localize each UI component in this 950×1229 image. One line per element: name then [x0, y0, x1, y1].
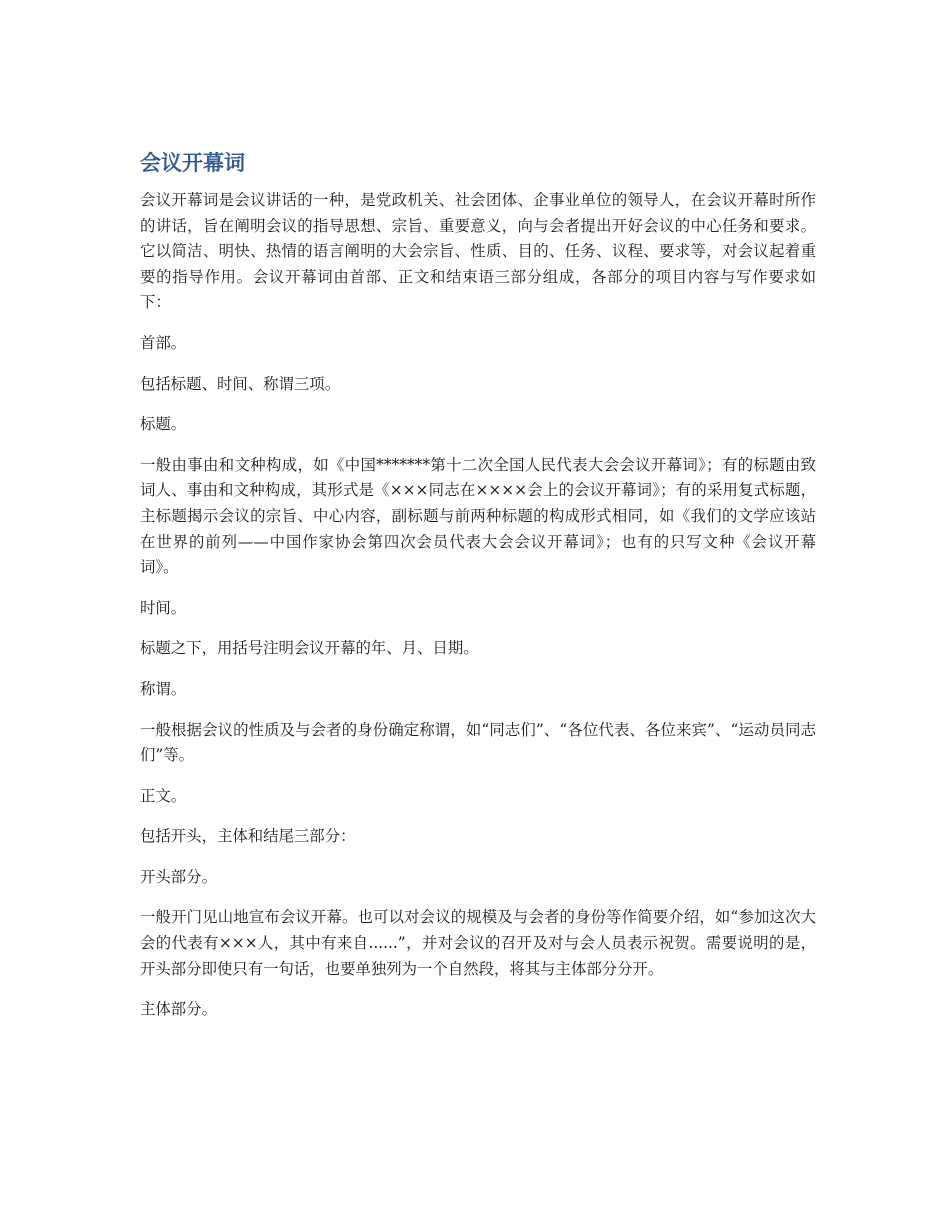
section-heading-opening-part: 开头部分。 [140, 867, 217, 886]
document-title: 会议开幕词 [140, 151, 245, 175]
paragraph: 一般根据会议的性质及与会者的身份确定称谓，如“同志们”、“各位代表、各位来宾”、“运动员同志们”等。 [140, 720, 816, 765]
paragraph: 一般由事由和文种构成，如《中国*******第十二次全国人民代表大会会议开幕词》；有的标题由致词人、事由和文种构成，其形式是《×××同志在××××会上的会议开幕词》；有的采用复式标题，主标题揭示会议的宗旨、中心内容，副标题与前两种标题的构成形式相同，如《我们的文学应该站在世界的前列——中国作家协会第四次会员代表大会会议开幕词》；也有的只写文种《会议开幕词》。 [140, 455, 816, 577]
section-heading-time: 时间。 [140, 598, 187, 617]
paragraph: 标题之下，用括号注明会议开幕的年、月、日期。 [140, 639, 479, 658]
section-heading-body: 正文。 [140, 786, 187, 805]
intro-paragraph: 会议开幕词是会议讲话的一种，是党政机关、社会团体、企事业单位的领导人，在会议开幕时所作的讲话，旨在阐明会议的指导思想、宗旨、重要意义，向与会者提出开好会议的中心任务和要求。它以简洁、明快、热情的语言阐明的大会宗旨、性质、目的、任务、议程、要求等，对会议起着重要的指导作用。会议开幕词由首部、正文和结束语三部分组成，各部分的项目内容与写作要求如下： [140, 191, 816, 312]
paragraph: 包括标题、时间、称谓三项。 [140, 374, 341, 393]
paragraph: 一般开门见山地宣布会议开幕。也可以对会议的规模及与会者的身份等作简要介绍，如“参加这次大会的代表有×××人，其中有来自......”，并对会议的召开及对与会人员表示祝贺。需要说明的是，开头部分即使只有一句话，也要单独列为一个自然段，将其与主体部分分开。 [140, 908, 816, 978]
section-heading-salutation: 称谓。 [140, 679, 187, 698]
section-heading-main-part: 主体部分。 [140, 1000, 217, 1019]
section-heading-title: 标题。 [140, 415, 187, 434]
paragraph: 包括开头，主体和结尾三部分： [140, 827, 356, 846]
section-heading-header-part: 首部。 [140, 333, 187, 352]
document-page [140, 146, 816, 1038]
